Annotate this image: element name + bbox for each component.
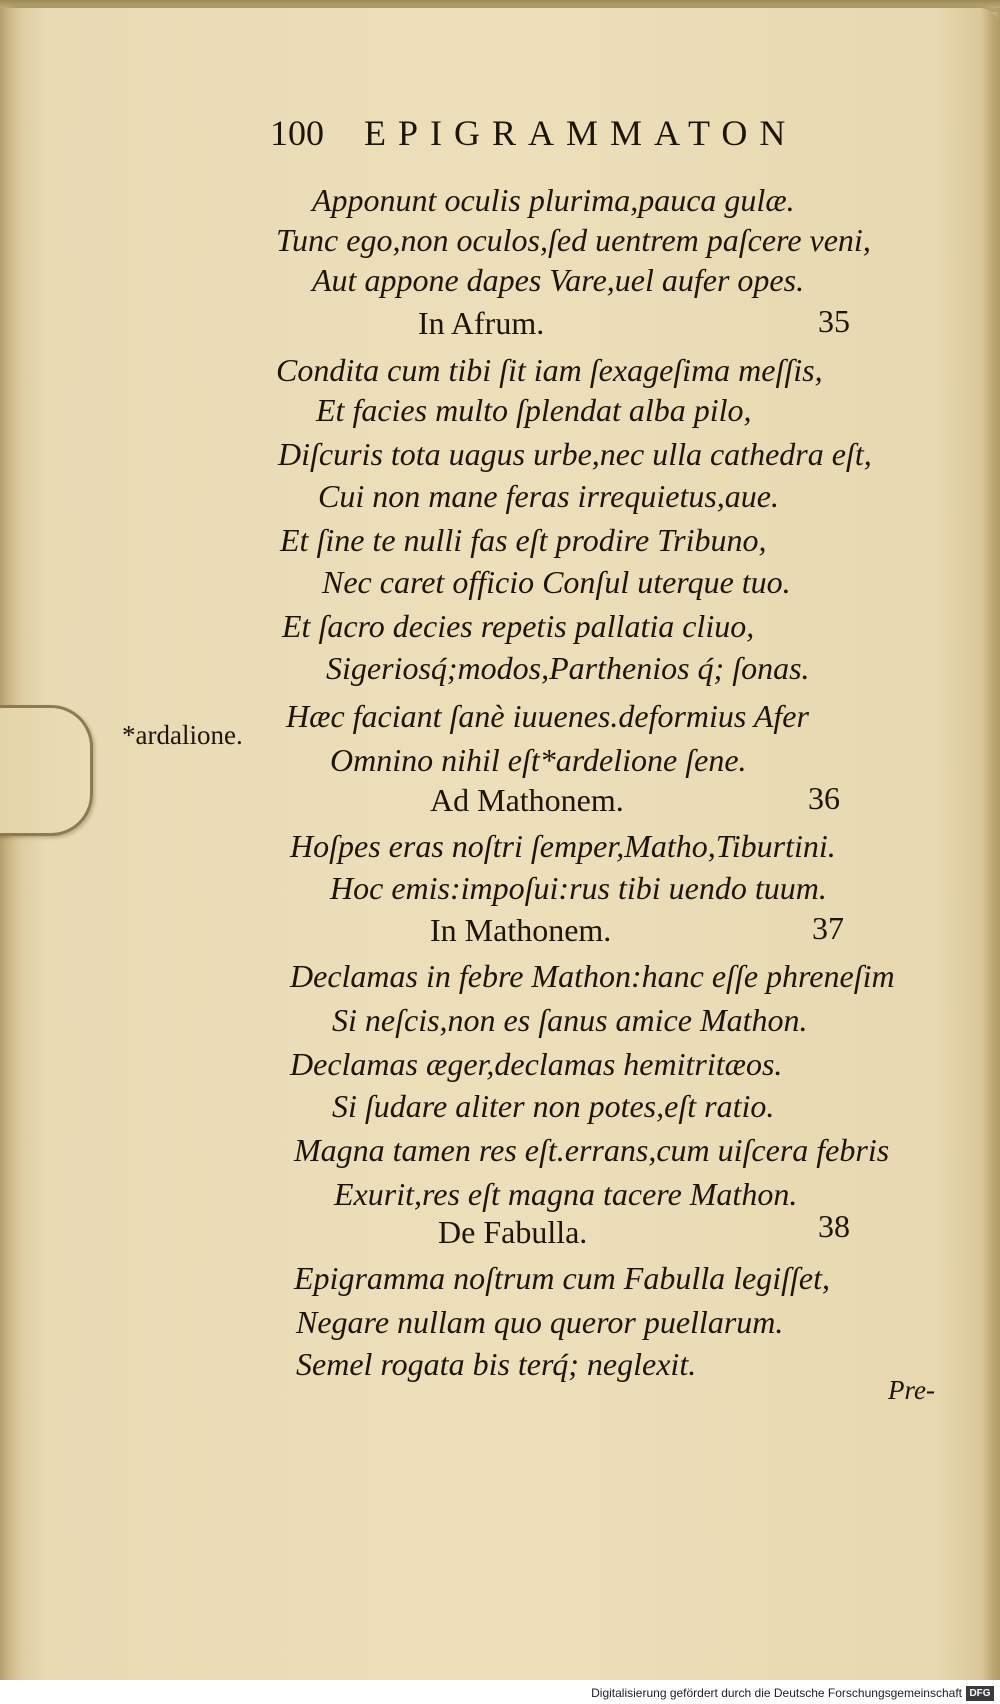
marginal-note: *ardalione. xyxy=(122,720,243,750)
verse-line: Semel rogata bis terq́; neglexit. xyxy=(296,1346,697,1382)
page-tab-clip xyxy=(0,705,93,836)
verse-line: Hoſpes eras noſtri ſemper,Matho,Tiburtini. xyxy=(290,828,836,864)
verse-line: Et ſacro decies repetis pallatia cliuo, xyxy=(282,608,755,644)
epigram-number: 38 xyxy=(818,1208,850,1244)
verse-line: Epigramma noſtrum cum Fabulla legiſſet, xyxy=(294,1260,830,1296)
verse-line: Condita cum tibi ſit iam ſexageſima meſſis, xyxy=(276,352,823,388)
page-number: 100 xyxy=(270,113,324,153)
verse-line: Declamas æger,declamas hemitritæos. xyxy=(290,1046,783,1082)
digitization-footer xyxy=(0,1680,1000,1704)
verse-line: Hæc faciant ſanè iuuenes.deformius Afer xyxy=(286,698,809,734)
dfg-logo: DFG xyxy=(966,1686,994,1701)
verse-line: Et ſine te nulli fas eſt prodire Tribuno, xyxy=(280,522,767,558)
verse-line: Cui non mane feras irrequietus,aue. xyxy=(318,478,779,514)
verse-line: Magna tamen res eſt.errans,cum uiſcera febris xyxy=(294,1132,890,1168)
verse-line: Et facies multo ſplendat alba pilo, xyxy=(316,392,752,428)
running-title: EPIGRAMMATON xyxy=(364,113,798,153)
verse-line: Tunc ego,non oculos,ſed uentrem paſcere veni, xyxy=(276,222,871,258)
funding-credit: Digitalisierung gefördert durch die Deutsche Forschungsgemeinschaft xyxy=(591,1686,962,1700)
epigram-number: 35 xyxy=(818,303,850,339)
epigram-caption: Ad Mathonem. xyxy=(430,782,624,818)
verse-line: Apponunt oculis plurima,pauca gulæ. xyxy=(312,182,795,218)
verse-line: Si neſcis,non es ſanus amice Mathon. xyxy=(332,1002,808,1038)
epigram-caption: In Afrum. xyxy=(418,305,545,341)
verse-line: Hoc emis:impoſui:rus tibi uendo tuum. xyxy=(330,870,827,906)
page-right-edge xyxy=(982,8,1000,1680)
verse-line: Sigeriosq́;modos,Parthenios q́; ſonas. xyxy=(326,650,810,686)
epigram-caption: In Mathonem. xyxy=(430,912,612,948)
verse-line: Nec caret officio Conſul uterque tuo. xyxy=(322,564,791,600)
verse-line: Negare nullam quo queror puellarum. xyxy=(296,1304,784,1340)
epigram-number: 36 xyxy=(808,780,840,816)
verse-line: Diſcuris tota uagus urbe,nec ulla cathedra eſt, xyxy=(278,436,872,472)
gutter-fold xyxy=(0,8,22,1680)
running-header xyxy=(270,112,797,154)
verse-line: Declamas in febre Mathon:hanc eſſe phreneſim xyxy=(290,958,895,994)
verse-line: Si ſudare aliter non potes,eſt ratio. xyxy=(332,1088,775,1124)
verse-line: Aut appone dapes Vare,uel aufer opes. xyxy=(312,262,805,298)
verse-line: Exurit,res eſt magna tacere Mathon. xyxy=(334,1176,798,1212)
epigram-caption: De Fabulla. xyxy=(438,1214,588,1250)
epigram-number: 37 xyxy=(812,910,844,946)
catchword: Pre- xyxy=(888,1375,935,1405)
verse-line: Omnino nihil eſt*ardelione ſene. xyxy=(330,742,747,778)
